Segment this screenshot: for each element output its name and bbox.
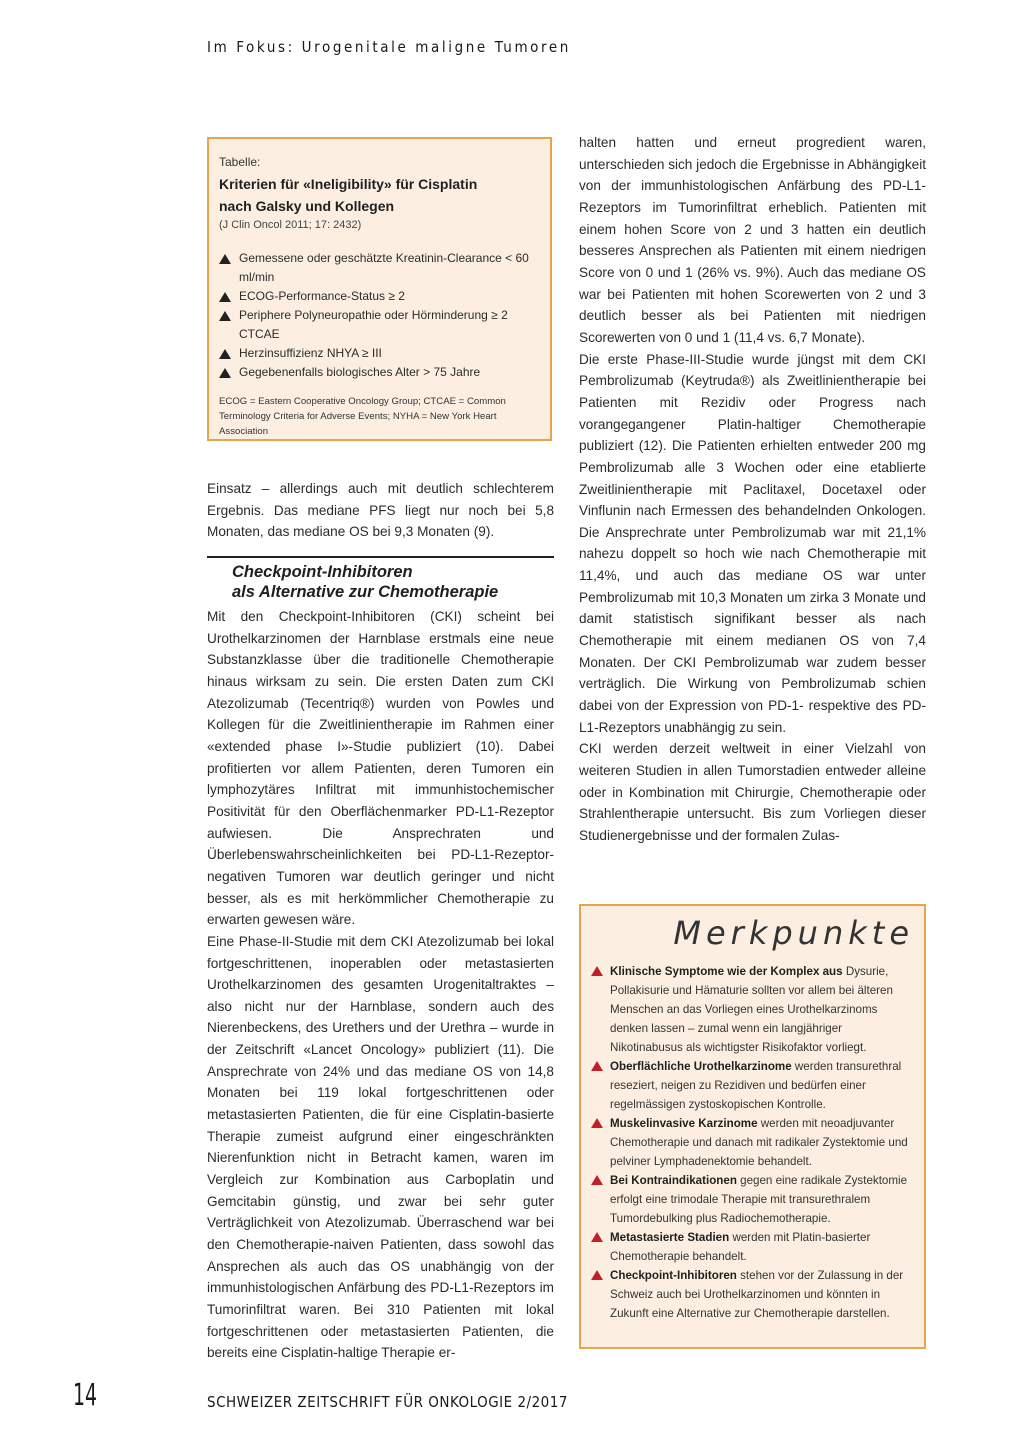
section-divider [207, 556, 554, 558]
section-heading: Checkpoint-Inhibitoren als Alternative zur Chemotherapie [232, 563, 499, 601]
bullet-triangle-icon [219, 368, 231, 378]
table-title-line1: Kriterien für «Ineligibility» für Cisplatin [219, 176, 478, 192]
bullet-triangle-icon [219, 292, 231, 302]
left-column-body [207, 606, 554, 1364]
body-paragraph: Eine Phase-II-Studie mit dem CKI Atezolizumab bei lokal fortgeschrittenen, inoperablen oder metastasierten Urothelkarzinomen des gesamten Urogenitaltraktes – also nicht nur der Harnblase, sondern auch des Nierenbeckens, des Urethers und der Urethra – wurde in der Zeitschrift «Lancet Oncology» publiziert (11). Die Ansprechrate von 24% und das mediane OS von 14,8 Monaten bei 119 lokal fortgeschrittenen oder metastasierten Patienten, die für eine Cisplatin-basierte Therapie zumeist aufgrund einer eingeschränkten Nierenfunktion nicht in Betracht kamen, waren im Vergleich zur Kombination aus Carboplatin und Gemcitabin günstig, und zwar bei sehr guter Verträglichkeit von Atezolizumab. Überraschend war bei den Chemotherapie-naiven Patienten, dass sowohl das Ansprechen als auch das OS unabhängig von der immunhistologischen Anfärbung des PD-L1-Rezeptors im Tumorinfiltrat waren. Bei 310 Patienten mit lokal fortgeschrittenen oder metastasierten Patienten, die bereits eine Cisplatin-haltige Therapie er- [207, 933, 554, 1361]
criteria-list [219, 249, 540, 382]
merkpunkte-list [591, 962, 914, 1323]
right-column-body [579, 132, 926, 847]
left-intro-text [207, 478, 554, 543]
table-source: (J Clin Oncol 2011; 17: 2432) [219, 219, 362, 231]
criteria-table-box [207, 137, 552, 441]
merkpunkt-item: Oberflächliche Urothelkarzinome werden transurethral reseziert, neigen zu Rezidiven und bedürfen einer regelmässigen zystoskopischen Kontrolle. [591, 1057, 914, 1114]
merkpunkt-item: Muskelinvasive Karzinome werden mit neoadjuvanter Chemotherapie und danach mit radikaler Zystektomie und pelviner Lymphadenektomie behandelt. [591, 1114, 914, 1171]
table-title-line2: nach Galsky und Kollegen [219, 198, 395, 214]
red-triangle-icon [591, 1270, 603, 1280]
merkpunkt-item: Metastasierte Stadien werden mit Platin-basierter Chemotherapie behandelt. [591, 1228, 914, 1266]
merkpunkt-item: Checkpoint-Inhibitoren stehen vor der Zulassung in der Schweiz auch bei Urothelkarzinomen und könnten in Zukunft eine Alternative zur Chemotherapie darstellen. [591, 1266, 914, 1323]
red-triangle-icon [591, 1232, 603, 1242]
body-paragraph: CKI werden derzeit weltweit in einer Vielzahl von weiteren Studien in allen Tumorstadien entweder alleine oder in Kombination mit Chirurgie, Chemotherapie oder Strahlentherapie untersucht. Bis zum Vorliegen dieser Studienergebnisse und der formalen Zulas- [579, 741, 926, 843]
body-paragraph: Mit den Checkpoint-Inhibitoren (CKI) scheint bei Urothelkarzinomen der Harnblase erstmals eine neue Substanzklasse über die traditionelle Chemotherapie hinaus wirksam zu sein. Die ersten Daten zum CKI Atezolizumab (Tecentriq®) wurden von Powles und Kollegen für die Zweitlinientherapie im Rahmen einer «extended phase I»-Studie publiziert (10). Dabei profitierten vor allem Patienten, deren Tumoren ein lymphozytäres Infiltrat mit immunhistochemischer Positivität für den Oberflächenmarker PD-L1-Rezeptor aufwiesen. Die Ansprechraten und Überlebenswahrscheinlichkeiten bei PD-L1-Rezeptor-negativen Tumoren war deutlich geringer und nicht besser, als es mit herkömmlicher Chemotherapie zu erwarten gewesen wäre. [207, 609, 554, 928]
red-triangle-icon [591, 1118, 603, 1128]
criteria-item: ECOG-Performance-Status ≥ 2 [219, 287, 540, 306]
running-head: Im Fokus: Urogenitale maligne Tumoren [207, 38, 571, 56]
body-paragraph: Die erste Phase-III-Studie wurde jüngst mit dem CKI Pembrolizumab (Keytruda®) als Zweitlinientherapie bei Patienten mit Rezidiv oder Progress nach vorangegangener Platin-haltiger Chemotherapie publiziert (12). Die Patienten erhielten entweder 200 mg Pembrolizumab alle 3 Wochen oder eine etablierte Zweitlinientherapie mit Paclitaxel, Docetaxel oder Vinflunin nach Ermessen des behandelnden Onkologen. Die Ansprechrate unter Pembrolizumab war mit 21,1% nahezu doppelt so hoch wie nach Chemotherapie mit 11,4%, und auch das mediane OS war unter Pembrolizumab mit 10,3 Monaten um zirka 3 Monate und damit statistisch signifikant besser als nach Chemotherapie mit einem medianen OS von 7,4 Monaten. Der CKI Pembrolizumab war zudem besser verträglich. Die Wirkung von Pembrolizumab schien dabei von der Expression von PD-1- respektive des PD-L1-Rezeptors unabhängig zu sein. [579, 351, 926, 735]
merkpunkte-box [579, 904, 926, 1349]
bullet-triangle-icon [219, 349, 231, 359]
criteria-item: Herzinsuffizienz NHYA ≥ III [219, 344, 540, 363]
merkpunkte-title: Merkpunkte [673, 914, 914, 952]
bullet-triangle-icon [219, 254, 231, 264]
page-number: 14 [73, 1378, 98, 1413]
body-paragraph: Einsatz – allerdings auch mit deutlich schlechterem Ergebnis. Das mediane PFS liegt nur noch bei 5,8 Monaten, das mediane OS bei 9,3 Monaten (9). [207, 481, 554, 540]
body-paragraph: halten hatten und erneut progredient waren, unterschieden sich jedoch die Ergebnisse in Abhängigkeit von der immunhistologischen Anfärbung des PD-L1-Rezeptors im Tumorinfiltrat erheblich. Patienten mit einem hohen Score von 2 und 3 hatten ein deutlich besseres Ansprechen als Patienten mit einem niedrigen Score von 0 und 1 (26% vs. 9%). Auch das mediane OS war bei Patienten mit hohen Scorewerten von 2 und 3 deutlich besser als bei Patienten mit niedrigen Scorewerten von 0 und 1 (11,4 vs. 6,7 Monate). [579, 135, 926, 345]
merkpunkt-item: Klinische Symptome wie der Komplex aus Dysurie, Pollakisurie und Hämaturie sollten vor allem bei älteren Menschen an das Vorliegen eines Urothelkarzinoms denken lassen – zumal wenn ein langjähriger Nikotinabusus als wichtigster Risikofaktor vorliegt. [591, 962, 914, 1057]
criteria-item: Gemessene oder geschätzte Kreatinin-Clearance < 60 ml/min [219, 249, 540, 287]
journal-footer: SCHWEIZER ZEITSCHRIFT FÜR ONKOLOGIE 2/2017 [207, 1393, 568, 1411]
bullet-triangle-icon [219, 311, 231, 321]
red-triangle-icon [591, 1175, 603, 1185]
criteria-item: Periphere Polyneuropathie oder Hörminderung ≥ 2 CTCAE [219, 306, 540, 344]
red-triangle-icon [591, 1061, 603, 1071]
criteria-item: Gegebenenfalls biologisches Alter > 75 Jahre [219, 363, 540, 382]
merkpunkt-item: Bei Kontraindikationen gegen eine radikale Zystektomie erfolgt eine trimodale Therapie mit transurethralem Tumordebulking plus Radiochemotherapie. [591, 1171, 914, 1228]
table-footnote: ECOG = Eastern Cooperative Oncology Group; CTCAE = Common Terminology Criteria for Adverse Events; NYHA = New York Heart Association [219, 396, 506, 437]
table-kicker: Tabelle: [219, 155, 261, 169]
red-triangle-icon [591, 966, 603, 976]
